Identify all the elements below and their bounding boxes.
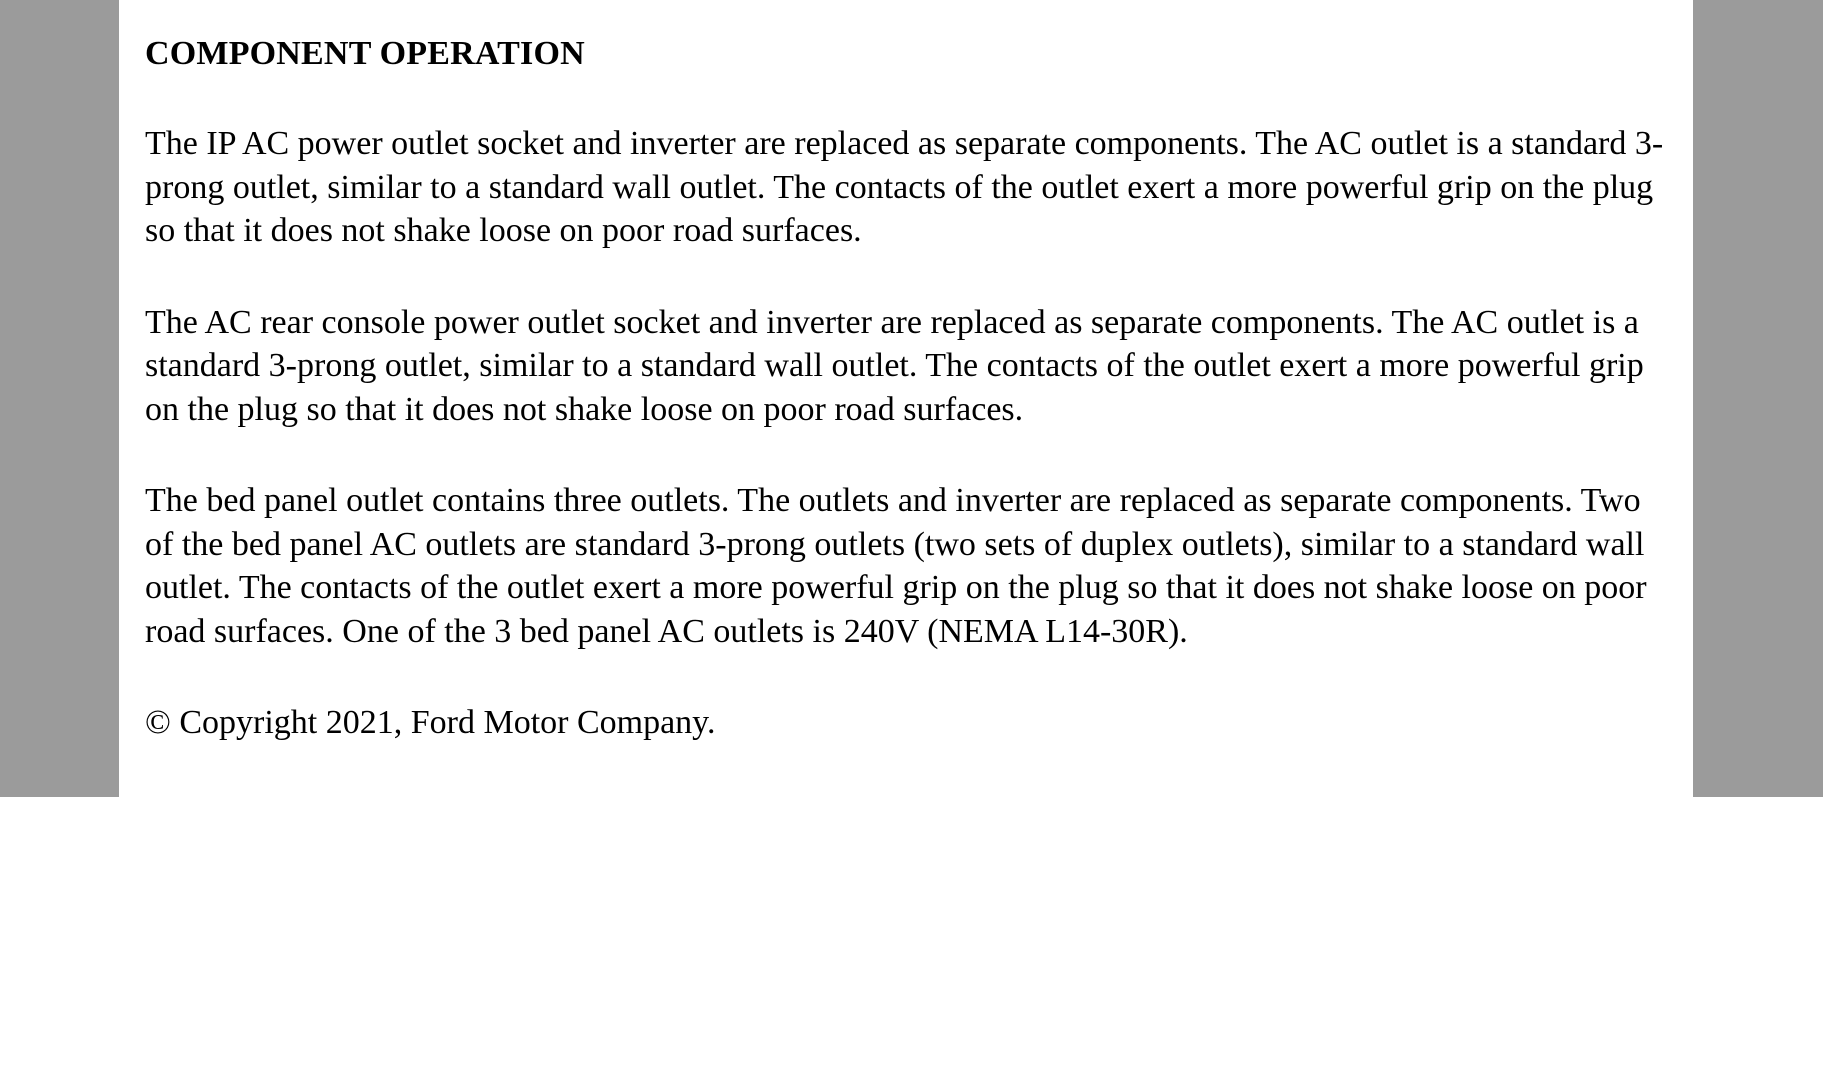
section-heading: COMPONENT OPERATION	[145, 35, 585, 72]
paragraph-rear-console-outlet: The AC rear console power outlet socket and inverter are replaced as separate components. The AC outlet is a standard 3-prong outlet, similar to a standard wall outlet. The contacts of the outlet exert a more powerful grip on the plug so that it does not shake loose on poor road surfaces.	[145, 303, 1644, 428]
paragraph-ip-outlet: The IP AC power outlet socket and inverter are replaced as separate components. The AC outlet is a standard 3-prong outlet, similar to a standard wall outlet. The contacts of the outlet exert a more powerful grip on the plug so that it does not shake loose on poor road surfaces.	[145, 125, 1664, 249]
copyright-notice: © Copyright 2021, Ford Motor Company.	[145, 704, 716, 741]
paragraph-bed-panel-outlet: The bed panel outlet contains three outlets. The outlets and inverter are replaced as separate components. Two of the bed panel AC outlets are standard 3-prong outlets (two sets of duplex outlets), similar to a standard wall outlet. The contacts of the outlet exert a more powerful grip on the plug so that it does not shake loose on poor road surfaces. One of the 3 bed panel AC outlets is 240V (NEMA L14-30R).	[145, 482, 1647, 650]
document-page	[119, 0, 1693, 797]
